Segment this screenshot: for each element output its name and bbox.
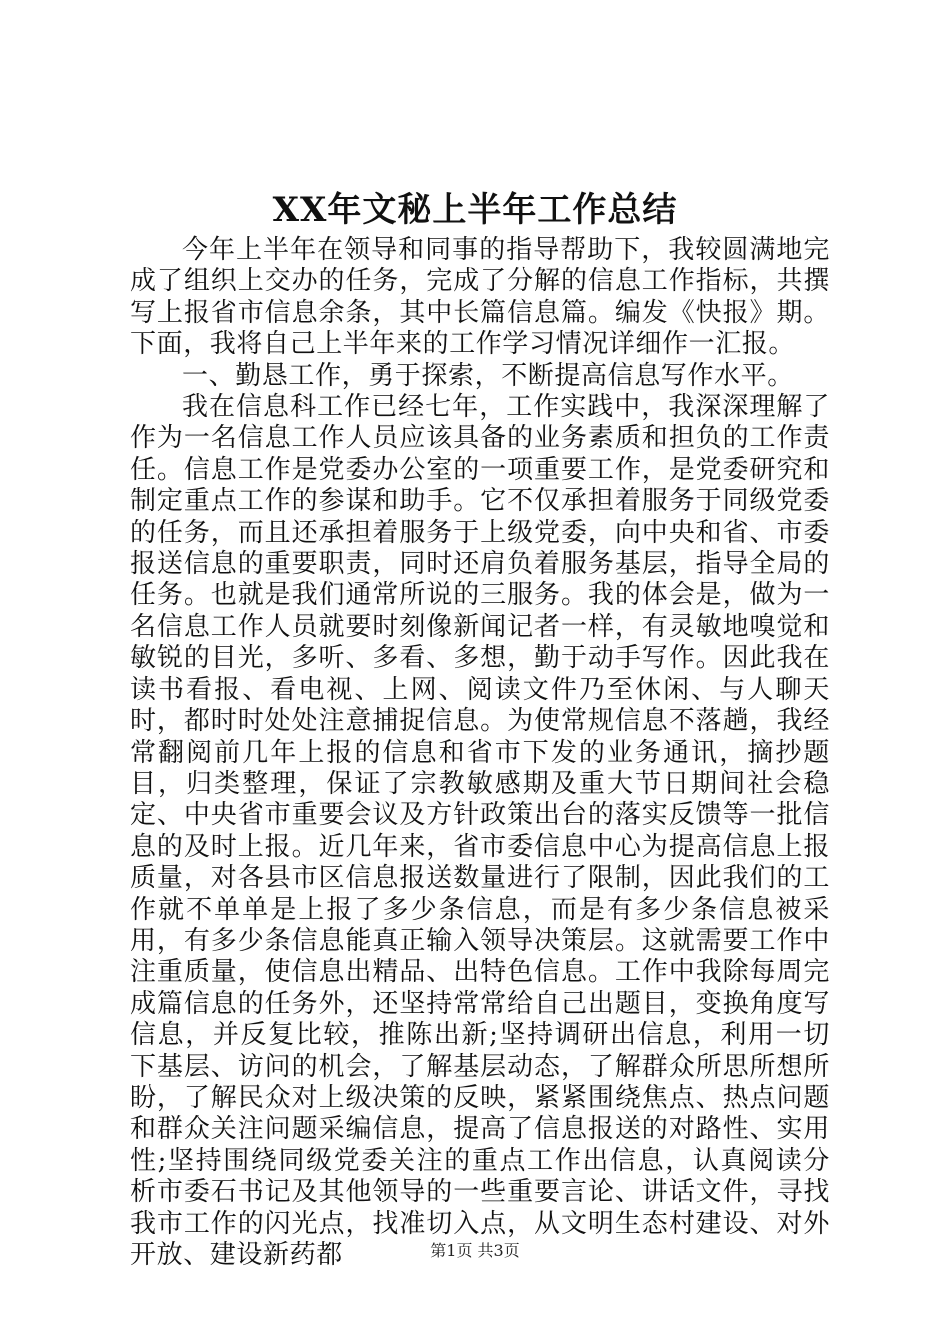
section-heading-1: 一、勤恳工作，勇于探索，不断提高信息写作水平。 <box>182 360 794 391</box>
paragraph-intro: 今年上半年在领导和同事的指导帮助下，我较圆满地完成了组织上交办的任务，完成了分解的信息工作指标，共撰写上报省市信息余条，其中长篇信息篇。编发《快报》期。下面，我将自己上半年来的工作学习情况详细作一汇报。 <box>130 235 830 360</box>
paragraph-section-1: 我在信息科工作已经七年，工作实践中，我深深理解了作为一名信息工作人员应该具备的业务素质和担负的工作责任。信息工作是党委办公室的一项重要工作，是党委研究和制定重点工作的参谋和助手。它不仅承担着服务于同级党委的任务，而且还承担着服务于上级党委，向中央和省、市委报送信息的重要职责，同时还肩负着服务基层，指导全局的任务。也就是我们通常所说的三服务。我的体会是，做为一名信息工作人员就要时刻像新闻记者一样，有灵敏地嗅觉和敏锐的目光，多听、多看、多想，勤于动手写作。因此我在读书看报、看电视、上网、阅读文件乃至休闲、与人聊天时，都时时处处注意捕捉信息。为使常规信息不落趟，我经常翻阅前几年上报的信息和省市下发的业务通讯，摘抄题目，归类整理，保证了宗教敏感期及重大节日期间社会稳定、中央省市重要会议及方针政策出台的落实反馈等一批信息的及时上报。近几年来，省市委信息中心为提高信息上报质量，对各县市区信息报送数量进行了限制，因此我们的工作就不单单是上报了多少条信息，而是有多少条信息被采用，有多少条信息能真正输入领导决策层。这就需要工作中注重质量，使信息出精品、出特色信息。工作中我除每周完成篇信息的任务外，还坚持常常给自己出题目，变换角度写信息，并反复比较，推陈出新;坚持调研出信息，利用一切下基层、访问的机会，了解基层动态，了解群众所思所想所盼，了解民众对上级决策的反映，紧紧围绕焦点、热点问题和群众关注问题采编信息，提高了信息报送的对路性、实用性;坚持围绕同级党委关注的重点工作出信息，认真阅读分析市委石书记及其他领导的一些重要言论、讲话文件，寻找我市工作的闪光点，找准切入点，从文明生态村建设、对外开放、建设新药都 <box>130 392 830 1270</box>
document-body <box>130 235 830 1271</box>
page-number-footer: 第1页 共3页 <box>430 1241 520 1260</box>
document-title: XX年文秘上半年工作总结 <box>272 190 678 230</box>
